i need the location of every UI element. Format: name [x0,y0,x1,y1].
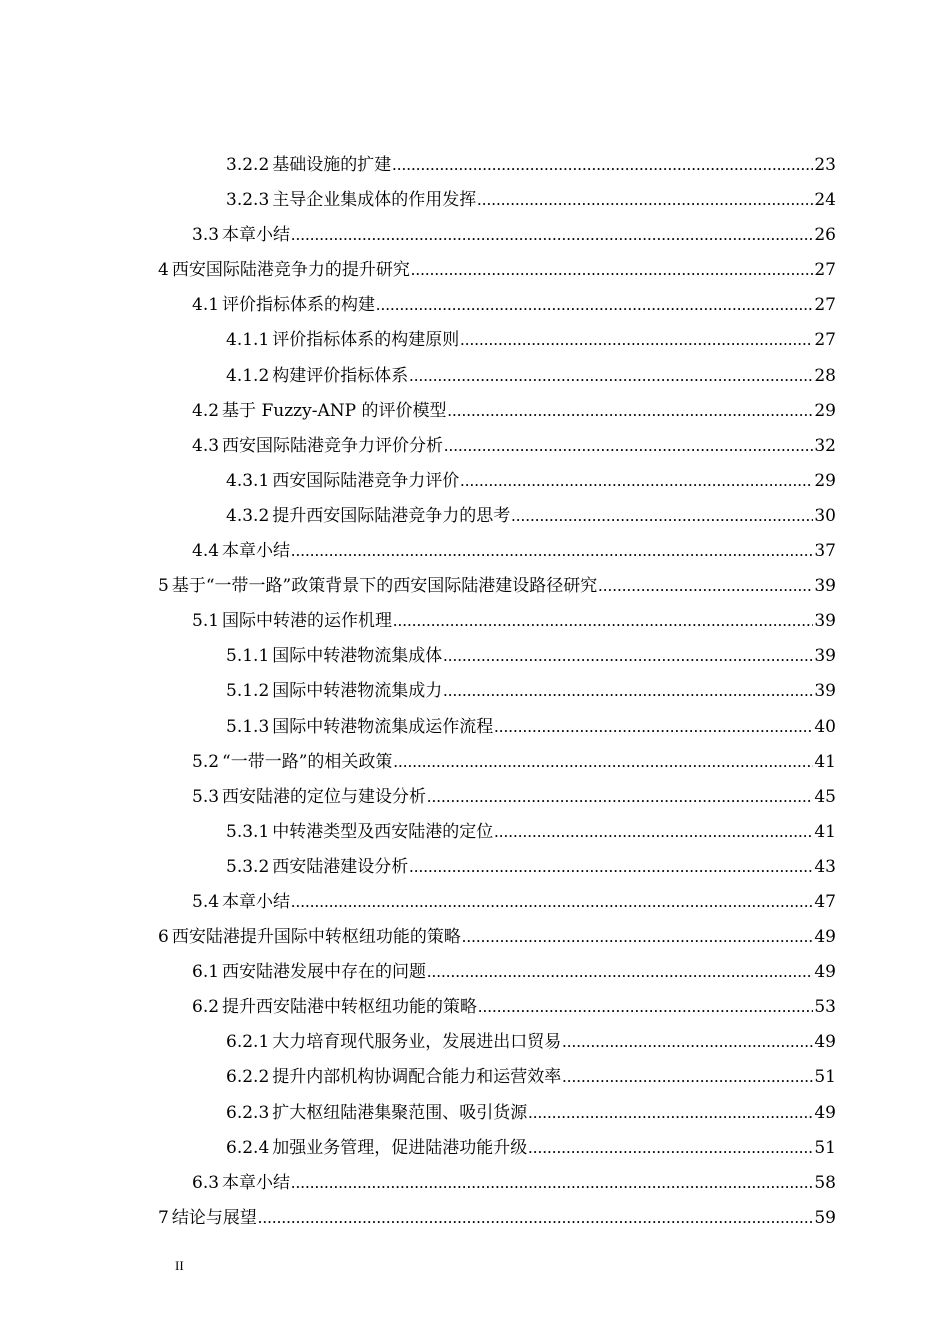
toc-entry-page: 26 [814,225,836,246]
dot-leader [562,1032,813,1052]
dot-leader [511,506,813,526]
dot-leader [444,436,813,456]
toc-entry-title: 构建评价指标体系 [272,365,409,386]
toc-entry-number: 4 [158,260,169,281]
toc-entry-number: 6.2.1 [226,1032,270,1053]
toc-entry[interactable] [0,922,950,957]
toc-entry-page: 27 [814,260,836,281]
toc-entry-title: 本章小结 [222,225,291,246]
dot-leader [494,717,813,737]
toc-entry-number: 6.1 [192,962,220,983]
toc-entry-title: 国际中转港物流集成运作流程 [272,716,494,737]
toc-entry[interactable] [0,466,950,501]
toc-entry-page: 59 [814,1207,836,1228]
toc-entry-title: 基础设施的扩建 [272,155,392,175]
toc-entry-number: 5.2 [192,751,220,772]
toc-entry[interactable] [0,747,950,782]
toc-entry-page: 29 [814,470,836,491]
toc-entry[interactable] [0,185,950,220]
dot-leader [392,155,813,175]
toc-entry-number: 5.1.3 [226,716,270,737]
toc-entry-title: 提升西安陆港中转枢纽功能的策略 [222,997,478,1018]
toc-entry-title: 本章小结 [222,541,291,562]
toc-entry-page: 49 [814,1032,836,1053]
toc-entry-title: 西安陆港建设分析 [272,856,409,877]
toc-entry-number: 5.1 [192,611,220,632]
toc-entry-page: 39 [814,681,836,702]
dot-leader [393,752,813,772]
dot-leader [393,611,813,631]
toc-entry-page: 41 [814,751,836,772]
toc-entry[interactable] [0,290,950,325]
toc-entry[interactable] [0,1062,950,1097]
toc-entry-number: 5.3.1 [226,821,270,842]
toc-entry-page: 51 [814,1137,836,1158]
toc-entry-number: 6 [158,927,169,948]
toc-entry-number: 5.4 [192,891,220,912]
toc-entry-number: 5 [158,576,169,597]
dot-leader [460,330,813,350]
toc-entry[interactable] [0,431,950,466]
dot-leader [528,1103,813,1123]
dot-leader [427,787,813,807]
toc-entry-title: 基于“一带一路”政策背景下的西安国际陆港建设路径研究 [171,576,598,597]
toc-entry[interactable] [0,1203,950,1238]
toc-entry-number: 3.3 [192,225,220,246]
toc-entry[interactable] [0,255,950,290]
toc-entry-title: 结论与展望 [171,1207,257,1228]
toc-entry-number: 4.1.2 [226,365,270,386]
toc-entry-number: 3.2.3 [226,190,270,211]
toc-entry-page: 39 [814,611,836,632]
toc-entry-page: 29 [814,400,836,421]
dot-leader [562,1067,813,1087]
toc-entry[interactable] [0,782,950,817]
toc-entry-title: 提升内部机构协调配合能力和运营效率 [272,1067,562,1088]
toc-entry-title: 中转港类型及西安陆港的定位 [272,821,494,842]
table-of-contents [0,150,950,1238]
toc-entry-number: 7 [158,1207,169,1228]
toc-entry-page: 40 [814,716,836,737]
toc-entry-number: 5.3 [192,786,220,807]
dot-leader [291,541,813,561]
toc-entry-title: 西安国际陆港竞争力评价 [272,470,460,491]
toc-entry[interactable] [0,1098,950,1133]
toc-entry-number: 5.1.1 [226,646,270,667]
toc-entry-title: 基于 Fuzzy-ANP 的评价模型 [222,400,447,421]
toc-entry-title: “一带一路”的相关政策 [222,751,393,772]
toc-entry-number: 6.2.3 [226,1102,270,1123]
toc-entry[interactable] [0,571,950,606]
toc-entry-title: 本章小结 [222,1172,291,1193]
toc-entry[interactable] [0,676,950,711]
toc-entry[interactable] [0,396,950,431]
toc-entry-title: 国际中转港的运作机理 [222,611,393,632]
toc-entry-number: 4.1.1 [226,330,270,351]
dot-leader [462,927,814,947]
toc-entry-title: 评价指标体系的构建 [222,295,376,316]
toc-entry-page: 27 [814,330,836,351]
toc-entry-title: 西安国际陆港竞争力的提升研究 [171,260,410,281]
dot-leader [443,646,813,666]
toc-entry-page: 39 [814,646,836,667]
dot-leader [291,225,813,245]
toc-entry-title: 主导企业集成体的作用发挥 [272,190,477,211]
toc-entry-page: 49 [814,927,836,948]
toc-entry-number: 4.1 [192,295,220,316]
toc-entry[interactable] [0,817,950,852]
toc-entry-title: 加强业务管理，促进陆港功能升级 [272,1137,528,1158]
toc-entry[interactable] [0,501,950,536]
dot-leader [427,962,813,982]
toc-entry[interactable] [0,887,950,922]
toc-entry-number: 6.3 [192,1172,220,1193]
toc-entry-page: 49 [814,1102,836,1123]
toc-entry-number: 4.4 [192,541,220,562]
toc-entry-number: 6.2.4 [226,1137,270,1158]
toc-entry-page: 58 [814,1172,836,1193]
page-number: II [175,1258,184,1273]
toc-entry[interactable] [0,992,950,1027]
toc-entry-title: 大力培育现代服务业，发展进出口贸易 [272,1032,562,1053]
toc-entry-page: 24 [814,190,836,211]
toc-entry-page: 53 [814,997,836,1018]
toc-entry-page: 45 [814,786,836,807]
dot-leader [477,190,813,210]
toc-entry[interactable] [0,536,950,571]
toc-entry-title: 提升西安国际陆港竞争力的思考 [272,505,511,526]
toc-entry-number: 4.2 [192,400,220,421]
toc-entry-title: 西安陆港发展中存在的问题 [222,962,427,983]
toc-entry-number: 3.2.2 [226,155,270,175]
dot-leader [411,260,814,280]
toc-entry-number: 6.2 [192,997,220,1018]
dot-leader [258,1208,814,1228]
dot-leader [291,892,813,912]
dot-leader [478,997,813,1017]
toc-entry[interactable] [0,220,950,255]
toc-entry-number: 6.2.2 [226,1067,270,1088]
toc-entry-page: 47 [814,891,836,912]
toc-entry-page: 39 [814,576,836,597]
toc-entry[interactable] [0,150,950,185]
dot-leader [409,857,813,877]
toc-entry[interactable] [0,1027,950,1062]
toc-entry[interactable] [0,1168,950,1203]
toc-entry[interactable] [0,1133,950,1168]
toc-entry-title: 西安陆港提升国际中转枢纽功能的策略 [171,927,461,948]
dot-leader [443,681,813,701]
toc-entry-title: 西安国际陆港竞争力评价分析 [222,435,444,456]
toc-entry[interactable] [0,325,950,360]
toc-entry-title: 评价指标体系的构建原则 [272,330,460,351]
toc-entry[interactable] [0,852,950,887]
dot-leader [409,366,813,386]
toc-entry-page: 41 [814,821,836,842]
toc-entry-page: 49 [814,962,836,983]
toc-entry[interactable] [0,606,950,641]
toc-entry-number: 5.1.2 [226,681,270,702]
dot-leader [291,1173,813,1193]
toc-entry[interactable] [0,957,950,992]
toc-entry[interactable] [0,641,950,676]
toc-entry-page: 43 [814,856,836,877]
toc-entry[interactable] [0,712,950,747]
dot-leader [598,576,813,596]
dot-leader [447,401,813,421]
toc-entry-number: 4.3 [192,435,220,456]
dot-leader [528,1138,813,1158]
toc-entry-number: 5.3.2 [226,856,270,877]
toc-entry-page: 32 [814,435,836,456]
toc-entry-title: 西安陆港的定位与建设分析 [222,786,427,807]
toc-entry-title: 国际中转港物流集成力 [272,681,443,702]
toc-entry-page: 27 [814,295,836,316]
dot-leader [494,822,813,842]
toc-entry-page: 51 [814,1067,836,1088]
toc-entry-title: 本章小结 [222,891,291,912]
toc-entry-title: 国际中转港物流集成体 [272,646,443,667]
toc-entry-number: 4.3.1 [226,470,270,491]
dot-leader [460,471,813,491]
toc-entry-title: 扩大枢纽陆港集聚范围、吸引货源 [272,1102,528,1123]
toc-entry-number: 4.3.2 [226,505,270,526]
toc-entry[interactable] [0,361,950,396]
toc-entry-page: 30 [814,505,836,526]
toc-entry-page: 37 [814,541,836,562]
toc-entry-page: 28 [814,365,836,386]
toc-entry-page: 23 [814,155,836,175]
dot-leader [376,295,813,315]
